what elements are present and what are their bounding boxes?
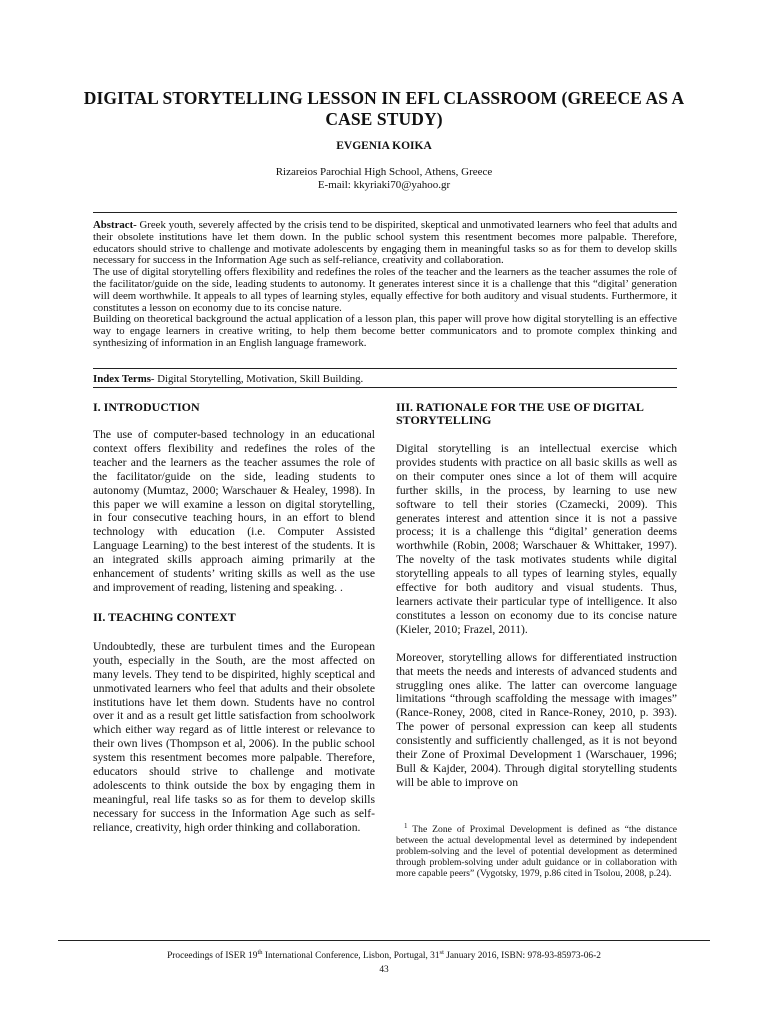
index-terms-bottom-rule [93, 387, 677, 388]
footer-text-part-2: International Conference, Lisbon, Portugal, 31 [262, 951, 440, 962]
abstract-text-1: Greek youth, severely affected by the crisis tend to be dispirited, skeptical and unmotivated learners who feel that adults and their obsolete institutions have let them down. In the public school system this resentment becomes more palpable. Therefore, educators should strive to challenge and motivate adolescents by engaging them in meaningful tasks so as for them to develop skills necessary for success in the Information Age such as self-reliance, creativity and collaboration. [93, 219, 677, 267]
footnote-text: The Zone of Proximal Development is defined as “the distance between the actual developmental level as determined by independent problem-solving and the level of potential development as determined through problem-solving under adult guidance or in collaboration with more capable peers” (Vygotsky, 1979, p.86 cited in Tsolou, 2008, p.24). [396, 823, 677, 879]
abstract-paragraph-2: The use of digital storytelling offers flexibility and redefines the roles of the teacher and the learners as the teacher assumes the role of the facilitator/guide on the side, leading students to autonomy. It generates interest since it is a challenge that this “digital’ generation will deem worthwhile. It appeals to all types of learning styles, equally effective for both auditory and visual students. Furthermore, it constitutes a lesson on economy due to its concise nature. [93, 266, 677, 314]
index-terms-top-rule [93, 368, 677, 369]
section-heading-teaching-context: II. TEACHING CONTEXT [93, 609, 236, 624]
teaching-context-text: Undoubtedly, these are turbulent times and the European youth, especially in the South, are the most affected on many levels. They tend to be dispirited, highly sceptical and unmotivated learners who feel that adults and their obsolete institutions have let them down. Students have no control over it and as a result get little satisfaction from schoolwork which either way regard as of little interest or relevance to their own lives (Thompson et al, 2006). In the public school system this resentment becomes more palpable. Therefore, educators should strive to challenge and motivate adolescents to think outside the box by engaging them in meaningful, real life tasks so as for them to develop skills necessary for success in the Information Age such as self-reliance, creativity, high order thinking and collaboration. [93, 639, 375, 834]
right-column [396, 401, 677, 879]
left-column [93, 401, 375, 835]
footnote-marker: 1 [404, 821, 408, 830]
author-email: E-mail: kkyriaki70@yahoo.gr [317, 179, 451, 191]
footer-text-part-1: Proceedings of ISER 19 [167, 951, 258, 962]
index-terms-label: Index Terms [93, 373, 151, 385]
footer-rule [58, 940, 710, 941]
affiliation: Rizareios Parochial High School, Athens, Greece [275, 166, 493, 178]
rationale-paragraph-2: Moreover, storytelling allows for differentiated instruction that meets the needs and interests of advanced students and struggling ones alike. The latter can overcome language limitations “through scaffolding the message with images” (Rance-Roney, 2008, cited in Rance-Roney, 2010, p. 393). The power of personal expression can keep all students consistently and sufficiently challenged, as it is not beyond their Zone of Proximal Development 1 (Warschauer, 1996; Bull & Kajder, 2004). Through digital storytelling students will be able to improve on [396, 650, 677, 789]
author-name: EVGENIA KOIKA [336, 140, 432, 152]
section-heading-introduction: I. INTRODUCTION [93, 400, 200, 414]
footer-superscript-th: th [257, 949, 263, 956]
author-affiliation-block [70, 166, 698, 192]
section-heading-rationale: III. RATIONALE FOR THE USE OF DIGITAL STORYTELLING [396, 400, 644, 427]
paper-title: DIGITAL STORYTELLING LESSON IN EFL CLASSROOM (GREECE AS A CASE STUDY) [83, 88, 685, 129]
footnote [396, 821, 677, 879]
footer-text-part-3: January 2016, ISBN: 978-93-85973-06-2 [443, 951, 601, 962]
index-terms [93, 373, 677, 385]
page-number: 43 [379, 965, 389, 975]
footer-superscript-st: st [439, 949, 444, 956]
abstract-paragraph-3: Building on theoretical background the actual application of a lesson plan, this paper will prove how digital storytelling is an effective way to engage learners in creative writing, to help them become better communicators and to promote complex thinking and synthesizing of information in an English language framework. [93, 313, 677, 349]
index-terms-text: - Digital Storytelling, Motivation, Skill Building. [150, 373, 364, 385]
abstract-paragraph-1 [93, 220, 677, 267]
rationale-paragraph-1: Digital storytelling is an intellectual exercise which provides students with practice on all basic skills as well as on their computer ones since a lot of them will acquire further skills, in the process, by learning to use new software to tell their stories (Czamecki, 2009). This generates interest and attention since it is not a passive process; it is a challenge this “digital’ generation deems worthwhile (Robin, 2008; Warschauer & Whittaker, 1997). The novelty of the task motivates students while digital storytelling appeals to all types of learning styles, equally effective for both auditory and visual students. Thus, learners activate their particular type of intelligence. It also constitutes a lesson on economy due to its concise nature (Kieler, 2010; Frazel, 2011). [396, 442, 677, 636]
abstract-top-rule [93, 212, 677, 213]
introduction-text: The use of computer-based technology in an educational context offers flexibility and redefines the roles of the teacher and the learners as the teacher assumes the role of the facilitator/guide on the side, leading students to autonomy (Mumtaz, 2000; Warschauer & Healey, 1998). In this paper we will examine a lesson on digital storytelling, in four consecutive teaching hours, in an effort to blend technology with education (i.e. Computer Assisted Language Learning) to the best interest of the students. It is an integrated skills approach aiming primarily at the enhancement of students’ writing skills as well as the use and improvement of reading, listening and speaking. . [93, 428, 375, 594]
abstract-label: Abstract- [93, 219, 137, 231]
abstract [93, 220, 677, 350]
proceedings-footer [58, 947, 710, 962]
